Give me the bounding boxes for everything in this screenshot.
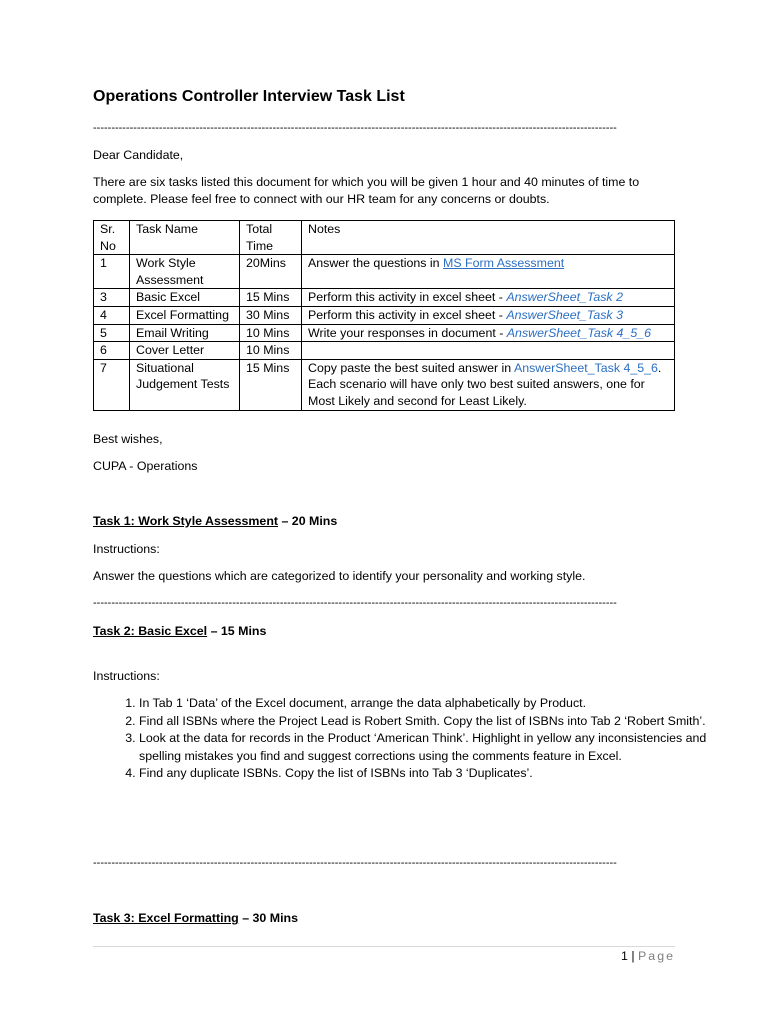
note-text: Answer the questions in (308, 256, 443, 271)
row-time: 10 Mins (240, 324, 302, 342)
signature: CUPA - Operations (93, 459, 198, 473)
table-row (94, 306, 675, 324)
greeting: Dear Candidate, (93, 148, 184, 162)
note-text: Copy paste the best suited answer in (308, 360, 514, 375)
header-total-time: Total Time (240, 221, 302, 255)
row-sr: 1 (94, 255, 130, 289)
row-task-name: Email Writing (130, 324, 240, 342)
row-sr: 5 (94, 324, 130, 342)
note-text: Write your responses in document - (308, 325, 507, 340)
row-time: 15 Mins (240, 359, 302, 410)
row-sr: 3 (94, 289, 130, 307)
note-text: Perform this activity in excel sheet - (308, 290, 507, 305)
document-title: Operations Controller Interview Task List (93, 88, 405, 105)
header-task-name: Task Name (130, 221, 240, 255)
list-item: 3. Look at the data for records in the Product ‘American Think’. Highlight in yellow any inconsistencies and spelling mistakes you find and suggest corrections using the comments feature in Excel. (139, 730, 721, 765)
task2-title: Task 2: Basic Excel (93, 624, 208, 638)
list-item: 2. Find all ISBNs where the Project Lead is Robert Smith. Copy the list of ISBNs into Tab 2 ‘Robert Smith’. (139, 713, 721, 731)
task-table (93, 220, 675, 411)
row-time: 20Mins (240, 255, 302, 289)
page-footer (621, 948, 675, 965)
header-notes: Notes (302, 221, 675, 255)
row-task-name: Basic Excel (130, 289, 240, 307)
task3-heading (93, 910, 298, 927)
page-number: 1 (621, 949, 628, 963)
task3-title: Task 3: Excel Formatting (93, 911, 239, 925)
table-row (94, 359, 675, 410)
table-row (94, 289, 675, 307)
note-tail: . Each scenario will have only two best suited answers, one for Most Likely and second for Least Likely. (308, 360, 662, 408)
answersheet-task2-ref: AnswerSheet_Task 2 (506, 290, 623, 305)
task2-instructions-label: Instructions: (93, 669, 160, 683)
table-row (94, 324, 675, 342)
row-task-name: Situational Judgement Tests (130, 359, 240, 410)
footer-separator: | (627, 949, 639, 963)
row-task-name: Excel Formatting (130, 306, 240, 324)
page-label: Page (638, 949, 675, 963)
row-time: 15 Mins (240, 289, 302, 307)
row-sr: 4 (94, 306, 130, 324)
header-sr-no: Sr. No (94, 221, 130, 255)
row-notes (302, 289, 675, 307)
task3-duration: – 30 Mins (238, 911, 298, 925)
task1-heading (93, 513, 337, 530)
closing: Best wishes, (93, 432, 163, 446)
row-time: 30 Mins (240, 306, 302, 324)
separator-line: ----------------------------------------------------------------------------------------------------------------------------------------------- (93, 857, 617, 869)
answersheet-task3-ref: AnswerSheet_Task 3 (506, 307, 623, 322)
task1-title: Task 1: Work Style Assessment (93, 514, 279, 528)
row-task-name: Cover Letter (130, 342, 240, 360)
table-header-row (94, 221, 675, 255)
task1-instructions-label: Instructions: (93, 542, 160, 556)
row-notes (302, 324, 675, 342)
row-sr: 6 (94, 342, 130, 360)
row-time: 10 Mins (240, 342, 302, 360)
task2-heading (93, 623, 266, 640)
table-row (94, 342, 675, 360)
answersheet-task456-ref: AnswerSheet_Task 4_5_6 (513, 360, 658, 375)
separator-line: ----------------------------------------------------------------------------------------------------------------------------------------------- (93, 597, 617, 609)
row-task-name: Work Style Assessment (130, 255, 240, 289)
list-item: 1. In Tab 1 ‘Data’ of the Excel document, arrange the data alphabetically by Product. (139, 695, 721, 713)
answersheet-task456-ref: AnswerSheet_Task 4_5_6 (506, 325, 651, 340)
ms-form-assessment-link[interactable]: MS Form Assessment (443, 256, 565, 271)
row-notes (302, 255, 675, 289)
footer-divider (93, 946, 675, 947)
task2-duration: – 15 Mins (207, 624, 267, 638)
task1-duration: – 20 Mins (278, 514, 338, 528)
note-text: Perform this activity in excel sheet - (308, 307, 507, 322)
row-notes (302, 342, 675, 360)
row-notes (302, 306, 675, 324)
task2-instruction-list (93, 695, 721, 783)
row-sr: 7 (94, 359, 130, 410)
list-item: 4. Find any duplicate ISBNs. Copy the list of ISBNs into Tab 3 ‘Duplicates’. (139, 765, 721, 783)
task1-body: Answer the questions which are categorized to identify your personality and working style. (93, 569, 586, 583)
intro-paragraph: There are six tasks listed this document for which you will be given 1 hour and 40 minutes of time to complete. Please feel free to connect with our HR team for any concerns or doubts. (93, 175, 640, 206)
table-row (94, 255, 675, 289)
separator-line: ----------------------------------------------------------------------------------------------------------------------------------------------- (93, 122, 617, 134)
row-notes (302, 359, 675, 410)
